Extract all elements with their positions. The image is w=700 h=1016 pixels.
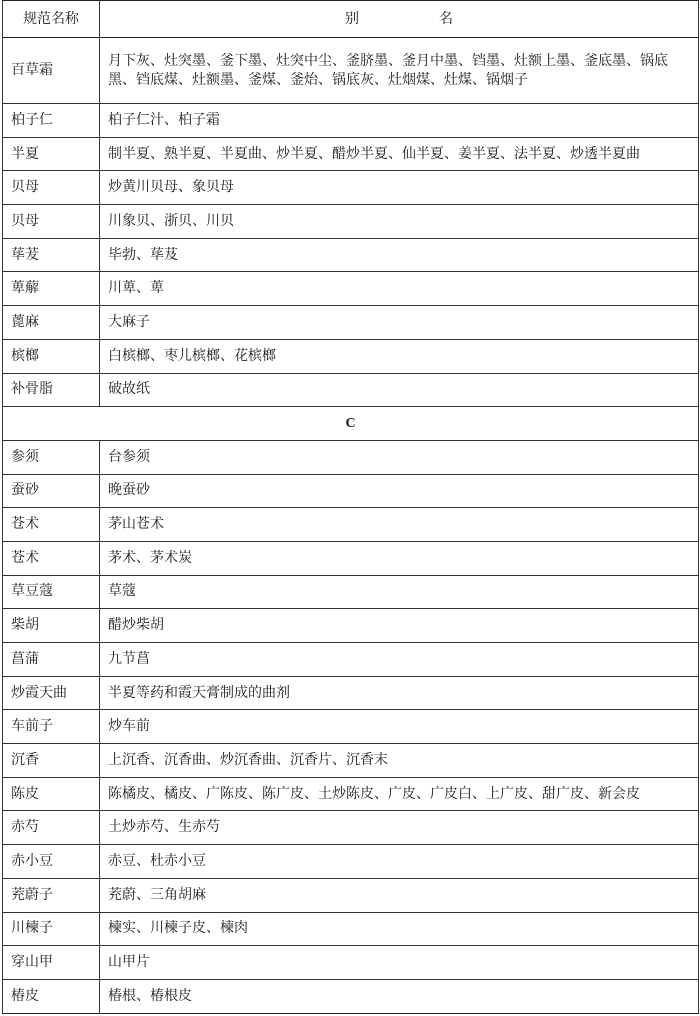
table-row bbox=[3, 205, 699, 239]
table-row bbox=[3, 508, 699, 542]
alias-cell: 月下灰、灶突墨、釜下墨、灶突中尘、釜脐墨、釜月中墨、铛墨、灶额上墨、釜底墨、锅底黑、铛底煤、灶额墨、釜煤、釜炲、锅底灰、灶烟煤、灶煤、锅烟子 bbox=[100, 38, 699, 104]
standard-name-cell: 柴胡 bbox=[3, 609, 100, 643]
alias-cell: 楝实、川楝子皮、楝肉 bbox=[100, 912, 699, 946]
table-row bbox=[3, 744, 699, 778]
standard-name-cell: 蚕砂 bbox=[3, 474, 100, 508]
table-row bbox=[3, 171, 699, 205]
table-row bbox=[3, 710, 699, 744]
standard-name-cell: 陈皮 bbox=[3, 777, 100, 811]
standard-name-cell: 柏子仁 bbox=[3, 104, 100, 138]
standard-name-cell: 参须 bbox=[3, 440, 100, 474]
header-alias bbox=[100, 1, 699, 38]
standard-name-cell: 蓖麻 bbox=[3, 306, 100, 340]
section-heading-row bbox=[3, 407, 699, 441]
alias-cell: 炒黄川贝母、象贝母 bbox=[100, 171, 699, 205]
header-standard-name: 规范名称 bbox=[3, 1, 100, 38]
standard-name-cell: 百草霜 bbox=[3, 38, 100, 104]
alias-cell: 陈橘皮、橘皮、广陈皮、陈广皮、土炒陈皮、广皮、广皮白、上广皮、甜广皮、新会皮 bbox=[100, 777, 699, 811]
standard-name-cell: 苍术 bbox=[3, 508, 100, 542]
standard-name-cell: 槟榔 bbox=[3, 339, 100, 373]
alias-cell: 半夏等药和霞天膏制成的曲剂 bbox=[100, 676, 699, 710]
alias-cell: 上沉香、沉香曲、炒沉香曲、沉香片、沉香末 bbox=[100, 744, 699, 778]
alias-cell: 茺蔚、三角胡麻 bbox=[100, 878, 699, 912]
alias-cell: 破故纸 bbox=[100, 373, 699, 407]
herb-alias-table bbox=[2, 0, 699, 1014]
table-row bbox=[3, 137, 699, 171]
table-row bbox=[3, 946, 699, 980]
standard-name-cell: 荜茇 bbox=[3, 238, 100, 272]
alias-cell: 川象贝、浙贝、川贝 bbox=[100, 205, 699, 239]
alias-cell: 土炒赤芍、生赤芍 bbox=[100, 811, 699, 845]
table-row bbox=[3, 575, 699, 609]
header-alias-char-1: 别 bbox=[345, 10, 359, 27]
table-row bbox=[3, 339, 699, 373]
table-row bbox=[3, 878, 699, 912]
table-row bbox=[3, 306, 699, 340]
table-row bbox=[3, 440, 699, 474]
alias-cell: 大麻子 bbox=[100, 306, 699, 340]
header-alias-char-2: 名 bbox=[439, 10, 453, 27]
standard-name-cell: 茺蔚子 bbox=[3, 878, 100, 912]
standard-name-cell: 椿皮 bbox=[3, 979, 100, 1013]
header-row bbox=[3, 1, 699, 38]
standard-name-cell: 川楝子 bbox=[3, 912, 100, 946]
alias-cell: 草蔻 bbox=[100, 575, 699, 609]
table-row bbox=[3, 676, 699, 710]
standard-name-cell: 炒霞天曲 bbox=[3, 676, 100, 710]
alias-cell: 茅术、茅术炭 bbox=[100, 541, 699, 575]
alias-cell: 九节菖 bbox=[100, 643, 699, 677]
alias-cell: 炒车前 bbox=[100, 710, 699, 744]
standard-name-cell: 草豆蔻 bbox=[3, 575, 100, 609]
table-body bbox=[3, 38, 699, 1014]
alias-cell: 醋炒柴胡 bbox=[100, 609, 699, 643]
table-row bbox=[3, 609, 699, 643]
alias-cell: 台参须 bbox=[100, 440, 699, 474]
table-row bbox=[3, 474, 699, 508]
table-row bbox=[3, 811, 699, 845]
table-row bbox=[3, 272, 699, 306]
table-row bbox=[3, 104, 699, 138]
standard-name-cell: 穿山甲 bbox=[3, 946, 100, 980]
standard-name-cell: 赤小豆 bbox=[3, 845, 100, 879]
alias-cell: 椿根、椿根皮 bbox=[100, 979, 699, 1013]
table-row bbox=[3, 541, 699, 575]
table-row bbox=[3, 238, 699, 272]
table-row bbox=[3, 38, 699, 104]
standard-name-cell: 萆薢 bbox=[3, 272, 100, 306]
alias-cell: 茅山苍术 bbox=[100, 508, 699, 542]
standard-name-cell: 贝母 bbox=[3, 205, 100, 239]
table-row bbox=[3, 643, 699, 677]
alias-cell: 柏子仁汁、柏子霜 bbox=[100, 104, 699, 138]
standard-name-cell: 车前子 bbox=[3, 710, 100, 744]
alias-cell: 白槟榔、枣儿槟榔、花槟榔 bbox=[100, 339, 699, 373]
alias-cell: 晚蚕砂 bbox=[100, 474, 699, 508]
standard-name-cell: 补骨脂 bbox=[3, 373, 100, 407]
standard-name-cell: 赤芍 bbox=[3, 811, 100, 845]
table-row bbox=[3, 979, 699, 1013]
standard-name-cell: 贝母 bbox=[3, 171, 100, 205]
section-letter-c: C bbox=[3, 407, 699, 441]
standard-name-cell: 沉香 bbox=[3, 744, 100, 778]
standard-name-cell: 菖蒲 bbox=[3, 643, 100, 677]
standard-name-cell: 半夏 bbox=[3, 137, 100, 171]
table-row bbox=[3, 777, 699, 811]
table-row bbox=[3, 845, 699, 879]
alias-cell: 赤豆、杜赤小豆 bbox=[100, 845, 699, 879]
alias-cell: 山甲片 bbox=[100, 946, 699, 980]
standard-name-cell: 苍术 bbox=[3, 541, 100, 575]
alias-cell: 毕勃、荜芨 bbox=[100, 238, 699, 272]
table-row bbox=[3, 373, 699, 407]
alias-cell: 川萆、萆 bbox=[100, 272, 699, 306]
alias-cell: 制半夏、熟半夏、半夏曲、炒半夏、醋炒半夏、仙半夏、姜半夏、法半夏、炒透半夏曲 bbox=[100, 137, 699, 171]
table-row bbox=[3, 912, 699, 946]
